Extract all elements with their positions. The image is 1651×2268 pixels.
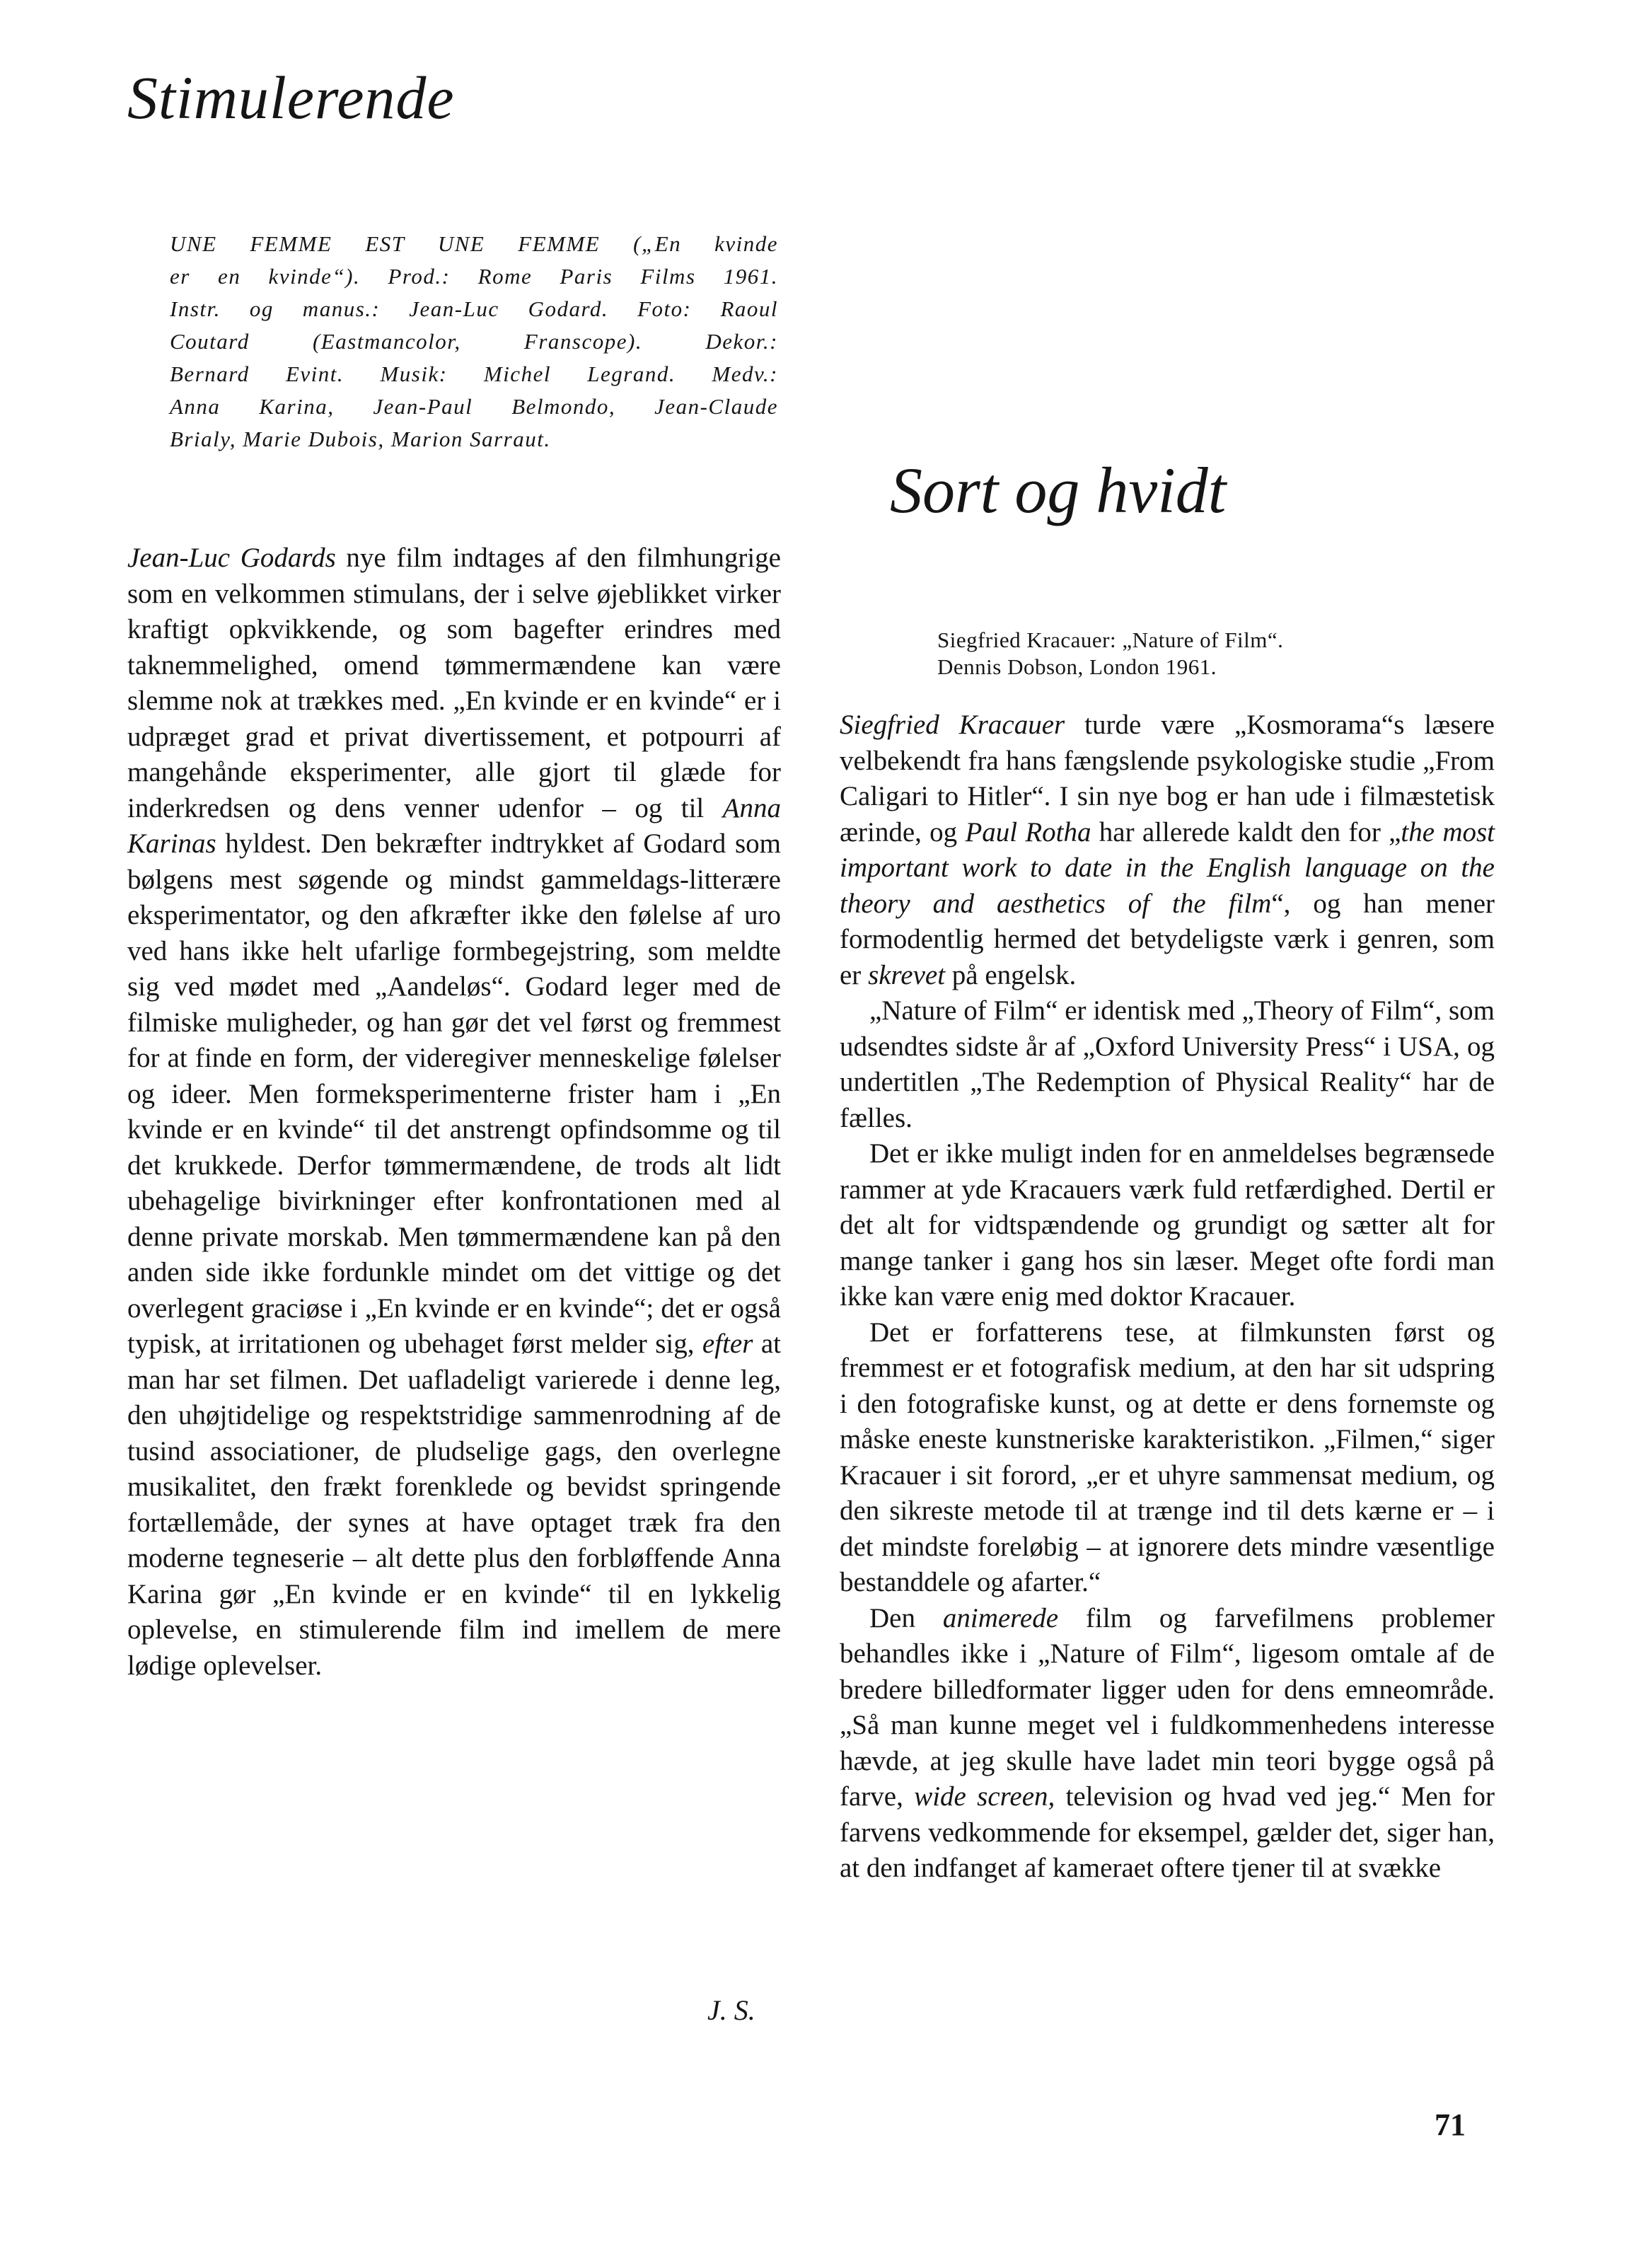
author-signature: J. S. (707, 1994, 755, 2026)
left-article-body (127, 540, 781, 1684)
author-name: Siegfried Kracauer (840, 710, 1065, 740)
paragraph: Det er forfatterens tese, at filmkunsten først og fremmest er et fotografisk medium, at den har sit udspring i den fotografiske kunst, og at dette er dens fornemste og måske eneste kunstneriske karakteristikon. „Filmen,“ siger Kracauer i sit forord, „er et uhyre sammensat medium, og den sikreste metode til at trænge ind til dets kærne er – i det mindste foreløbig – at ignorere dets mindre væsentlige bestanddele og afarter.“ (840, 1317, 1495, 1597)
film-credits (170, 228, 778, 456)
book-info (937, 627, 1283, 681)
book-info-line: Siegfried Kracauer: „Nature of Film“. (937, 627, 1284, 652)
actress-name: Anna Karinas (127, 792, 781, 859)
paragraph: „Nature of Film“ er identisk med „Theory of Film“, som udsendtes sidste år af „Oxford University Press“ i USA, og undertitlen „The Redemption of Physical Reality“ har de fælles. (840, 995, 1495, 1133)
rotha-quote: the most important work to date in the English language on the theory and aesthetics of the film (840, 816, 1495, 919)
director-name: Jean-Luc Godards (127, 543, 336, 573)
book-info-line: Dennis Dobson, London 1961. (937, 654, 1217, 679)
paragraph: Den animerede film og farvefilmens problemer behandles ikke i „Nature of Film“, ligesom omtale af de bredere billedformater ligger uden for dens emneområde. „Så man kunne meget vel i fuldkommenhedens interesse hævde, at jeg skulle have ladet min teori bygge også på farve, wide screen, television og hvad ved jeg.“ Men for farvens vedkommende for eksempel, gælder det, siger han, at den indfanget af kameraet oftere tjener til at svække (840, 1602, 1495, 1883)
credits-line: UNE FEMME EST UNE FEMME („En kvinde (170, 231, 778, 256)
article-title-sort-og-hvidt: Sort og hvidt (890, 454, 1227, 526)
credits-line: Brialy, Marie Dubois, Marion Sarraut. (170, 427, 551, 451)
credits-line: Coutard (Eastmancolor, Franscope). Dekor.: (170, 329, 778, 354)
photo-area (913, 42, 1436, 424)
credits-line: Anna Karina, Jean-Paul Belmondo, Jean-Claude (170, 394, 778, 419)
review-paragraph: Jean-Luc Godards nye film indtages af den filmhungrige som en velkommen stimulans, der i selve øjeblikket virker kraftigt opkvikkende, og som bagefter erindres med taknemmelighed, omend tømmermændene kan være slemme nok at trækkes med. „En kvinde er en kvinde“ er i udpræget grad et privat divertissement, et potpourri af mangehånde eksperimenter, alle gjort til glæde for inderkredsen og dens venner udenfor – og til Anna Karinas hyldest. Den bekræfter indtrykket af Godard som bølgens mest søgende og mindst gammeldags-litterære eksperimentator, og den afkræfter ikke den følelse af uro ved hans ikke helt ufarlige formbegejstring, som meldte sig ved mødet med „Aandeløs“. Godard leger med de filmiske muligheder, og han gør det vel først og fremmest for at finde en form, der videregiver menneskelige følelser og ideer. Men formeksperimenterne frister ham i „En kvinde er en kvinde“ til det anstrengt opfindsomme og til det krukkede. Derfor tømmermændene, de trods alt lidt ubehagelige bivirkninger efter konfrontationen med al denne private morskab. Men tømmermændene kan på den anden side ikke fordunkle mindet om det vittige og det overlegent graciøse i „En kvinde er en kvinde“; det er også typisk, at irritationen og ubehaget først melder sig, efter at man har set filmen. Det uafladeligt varierede i denne leg, den uhøjtidelige og respektstridige sammenrodning af de tusind associationer, de pludselige gags, den overlegne musikalitet, den frækt forenklede og bevidst springende fortællemåde, der synes at have optaget træk fra den moderne tegneserie – alt dette plus den forbløffende Anna Karina gør „En kvinde er en kvinde“ til en lykkelig oplevelse, en stimulerende film ind imellem de mere lødige oplevelser. (127, 543, 781, 1681)
right-article-body (840, 707, 1495, 1887)
credits-line: Instr. og manus.: Jean-Luc Godard. Foto: Raoul (170, 296, 778, 321)
credits-line: er en kvinde“). Prod.: Rome Paris Films 1961. (170, 264, 778, 289)
page-number: 71 (1435, 2107, 1466, 2142)
credits-line: Bernard Evint. Musik: Michel Legrand. Medv.: (170, 361, 778, 386)
article-title-stimulerende: Stimulerende (127, 64, 455, 132)
paragraph: Det er ikke muligt inden for en anmeldelses begrænsede rammer at yde Kracauers værk fuld retfærdighed. Dertil er det alt for vidtspændende og grundigt og sætter alt for mange tanker i gang hos sin læser. Meget ofte fordi man ikke kan være enig med doktor Kracauer. (840, 1138, 1495, 1312)
paragraph: Siegfried Kracauer turde være „Kosmorama“s læsere velbekendt fra hans fængslende psykologiske studie „From Caligari to Hitler“. I sin nye bog er han ude i filmæstetisk ærinde, og Paul Rotha har allerede kaldt den for „the most important work to date in the English language on the theory and aesthetics of the film“, og han mener formodentlig hermed det betydeligste værk i genren, som er skrevet på engelsk. (840, 710, 1495, 990)
